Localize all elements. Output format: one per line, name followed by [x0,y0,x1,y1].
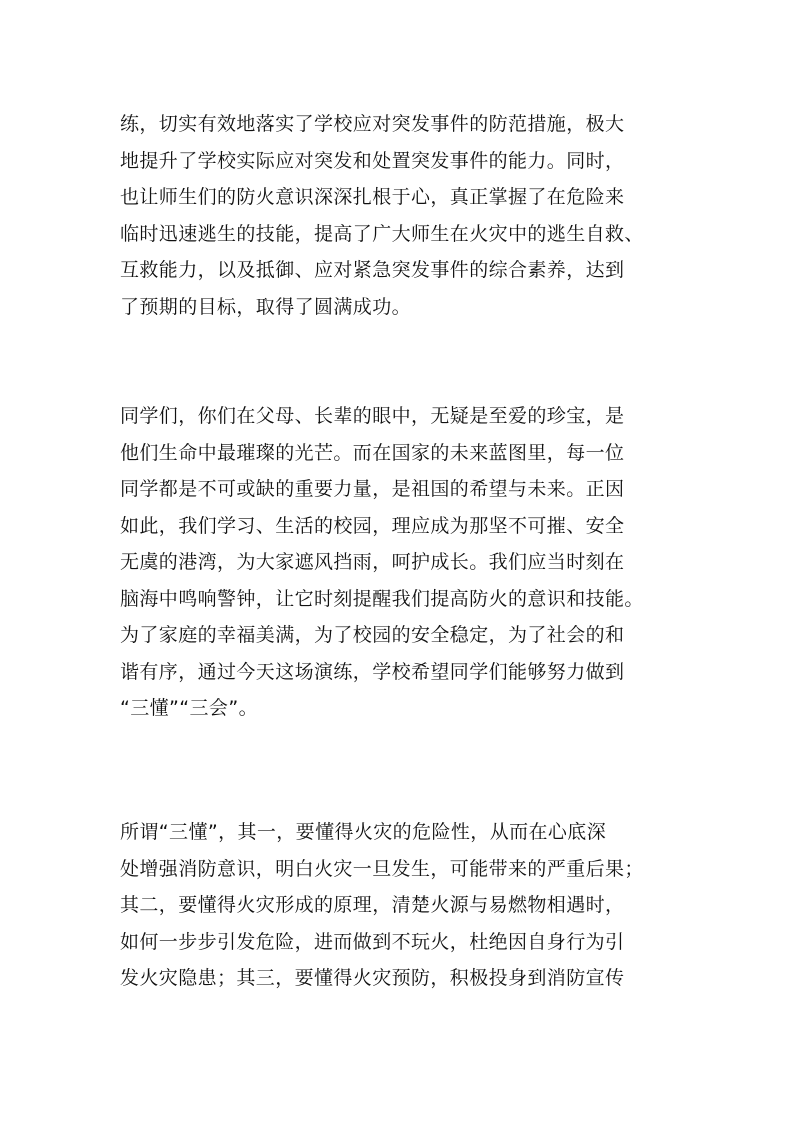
text-line: 临时迅速逃生的技能，提高了广大师生在火灾中的逃生自救、 [120,222,644,245]
text-line: 互救能力，以及抵御、应对紧急突发事件的综合素养，达到 [120,259,625,281]
text-line: 他们生命中最璀璨的光芒。而在国家的未来蓝图里，每一位 [120,441,625,464]
text-line: 如何一步步引发危险，进而做到不玩火，杜绝因自身行为引 [120,930,625,953]
text-line: 为了家庭的幸福美满，为了校园的安全稳定，为了社会的和 [120,624,625,646]
text-line: 谐有序，通过今天这场演练，学校希望同学们能够努力做到 [120,660,625,683]
text-line: 也让师生们的防火意识深深扎根于心，真正掌握了在危险来 [120,186,625,208]
text-line: 地提升了学校实际应对突发和处置突发事件的能力。同时， [120,149,625,172]
text-line: 练，切实有效地落实了学校应对突发事件的防范措施，极大 [120,113,625,135]
text-line: 如此，我们学习、生活的校园，理应成为那坚不可摧、安全 [120,514,625,537]
text-line: 所谓“三懂”，其一，要懂得火灾的危险性，从而在心底深 [120,821,607,843]
paragraph-three-understandings [120,814,700,997]
text-line: 脑海中鸣响警钟，让它时刻提醒我们提高防火的意识和技能。 [120,587,644,610]
text-line: 无虞的港湾，为大家遮风挡雨，呵护成长。我们应当时刻在 [120,551,625,573]
paragraph-drill-outcome [120,106,700,325]
text-line: 处增强消防意识，明白火灾一旦发生，可能带来的严重后果； [120,857,644,880]
text-line: “三懂”“三会”。 [120,697,258,719]
paragraph-address-students [120,398,700,727]
text-line: 了预期的目标，取得了圆满成功。 [120,295,412,318]
text-line: 其二，要懂得火灾形成的原理，清楚火源与易燃物相遇时， [120,894,625,916]
text-line: 同学们，你们在父母、长辈的眼中，无疑是至爱的珍宝，是 [120,405,625,427]
text-line: 同学都是不可或缺的重要力量，是祖国的希望与未来。正因 [120,478,625,500]
text-line: 发火灾隐患；其三，要懂得火灾预防，积极投身到消防宣传 [120,967,625,989]
